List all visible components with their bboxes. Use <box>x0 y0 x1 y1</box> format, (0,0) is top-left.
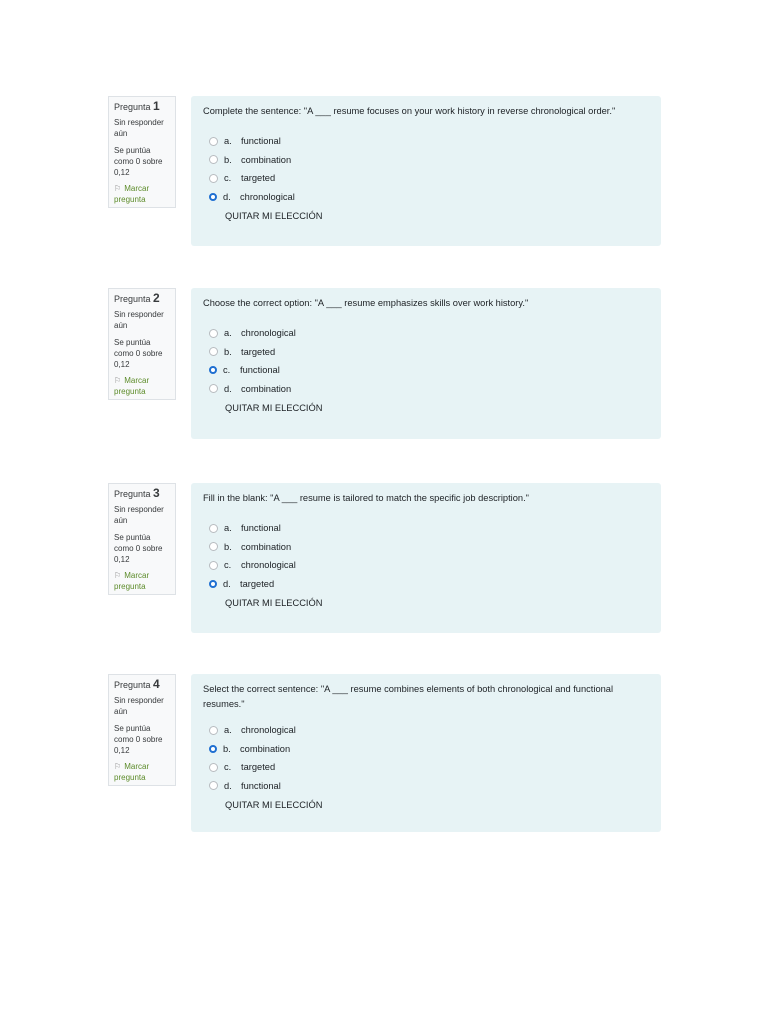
answer-options <box>203 324 649 398</box>
question-number: Pregunta 3 <box>114 486 160 500</box>
radio-button[interactable] <box>209 137 218 146</box>
question-info <box>108 483 176 595</box>
answer-option-b[interactable]: b. combination <box>203 538 649 557</box>
flag-question-link[interactable]: ⚐ Marcar pregunta <box>114 184 150 204</box>
clear-choice-link[interactable]: QUITAR MI ELECCIÓN <box>225 211 323 221</box>
question-state: Sin responder aún <box>114 118 164 138</box>
answer-option-a[interactable]: a. functional <box>203 519 649 538</box>
clear-choice-link[interactable]: QUITAR MI ELECCIÓN <box>225 598 323 608</box>
question-number: Pregunta 4 <box>114 677 160 691</box>
question-state: Sin responder aún <box>114 310 164 330</box>
answer-option-d[interactable]: d. functional <box>203 777 649 796</box>
question-grade: Se puntúa como 0 sobre 0,12 <box>114 338 163 369</box>
radio-button[interactable] <box>209 524 218 533</box>
radio-button[interactable] <box>209 155 218 164</box>
question-content <box>191 288 661 439</box>
radio-button[interactable] <box>209 781 218 790</box>
radio-button-selected[interactable] <box>209 193 217 201</box>
radio-button[interactable] <box>209 542 218 551</box>
clear-choice-link[interactable]: QUITAR MI ELECCIÓN <box>225 800 323 810</box>
question-info <box>108 96 176 208</box>
radio-button[interactable] <box>209 174 218 183</box>
answer-options <box>203 721 649 795</box>
radio-button[interactable] <box>209 726 218 735</box>
answer-option-d[interactable]: d. targeted <box>203 575 649 594</box>
radio-button[interactable] <box>209 763 218 772</box>
question-text: Choose the correct option: "A ___ resume emphasizes skills over work history." <box>203 298 529 308</box>
answer-option-b[interactable]: b. targeted <box>203 343 649 362</box>
clear-choice-link[interactable]: QUITAR MI ELECCIÓN <box>225 403 323 413</box>
radio-button-selected[interactable] <box>209 580 217 588</box>
question-grade: Se puntúa como 0 sobre 0,12 <box>114 146 163 177</box>
radio-button-selected[interactable] <box>209 366 217 374</box>
answer-option-d[interactable]: d. combination <box>203 380 649 399</box>
flag-question-link[interactable]: ⚐ Marcar pregunta <box>114 571 150 591</box>
radio-button[interactable] <box>209 347 218 356</box>
answer-option-c[interactable]: c. targeted <box>203 169 649 188</box>
flag-icon: ⚐ <box>114 184 122 193</box>
question-state: Sin responder aún <box>114 505 164 525</box>
flag-icon: ⚐ <box>114 571 122 580</box>
answer-options <box>203 132 649 206</box>
question-text: Select the correct sentence: "A ___ resume combines elements of both chronological and functional resumes." <box>203 684 614 709</box>
answer-option-c[interactable]: c. targeted <box>203 758 649 777</box>
answer-option-a[interactable]: a. chronological <box>203 721 649 740</box>
answer-option-c[interactable]: c. functional <box>203 361 649 380</box>
answer-option-d[interactable]: d. chronological <box>203 188 649 207</box>
question-info <box>108 288 176 400</box>
flag-icon: ⚐ <box>114 762 122 771</box>
radio-button-selected[interactable] <box>209 745 217 753</box>
radio-button[interactable] <box>209 561 218 570</box>
answer-option-a[interactable]: a. functional <box>203 132 649 151</box>
question-number: Pregunta 1 <box>114 99 160 113</box>
flag-question-link[interactable]: ⚐ Marcar pregunta <box>114 762 150 782</box>
question-content <box>191 483 661 633</box>
question-number: Pregunta 2 <box>114 291 160 305</box>
question-content <box>191 96 661 246</box>
question-info <box>108 674 176 786</box>
answer-option-b[interactable]: b. combination <box>203 740 649 759</box>
flag-icon: ⚐ <box>114 376 122 385</box>
question-text: Fill in the blank: "A ___ resume is tailored to match the specific job description." <box>203 493 529 503</box>
question-content <box>191 674 661 832</box>
flag-question-link[interactable]: ⚐ Marcar pregunta <box>114 376 150 396</box>
radio-button[interactable] <box>209 384 218 393</box>
answer-option-a[interactable]: a. chronological <box>203 324 649 343</box>
answer-options <box>203 519 649 593</box>
question-text: Complete the sentence: "A ___ resume focuses on your work history in reverse chronological order." <box>203 106 616 116</box>
question-state: Sin responder aún <box>114 696 164 716</box>
answer-option-c[interactable]: c. chronological <box>203 556 649 575</box>
radio-button[interactable] <box>209 329 218 338</box>
question-grade: Se puntúa como 0 sobre 0,12 <box>114 724 163 755</box>
question-grade: Se puntúa como 0 sobre 0,12 <box>114 533 163 564</box>
answer-option-b[interactable]: b. combination <box>203 151 649 170</box>
